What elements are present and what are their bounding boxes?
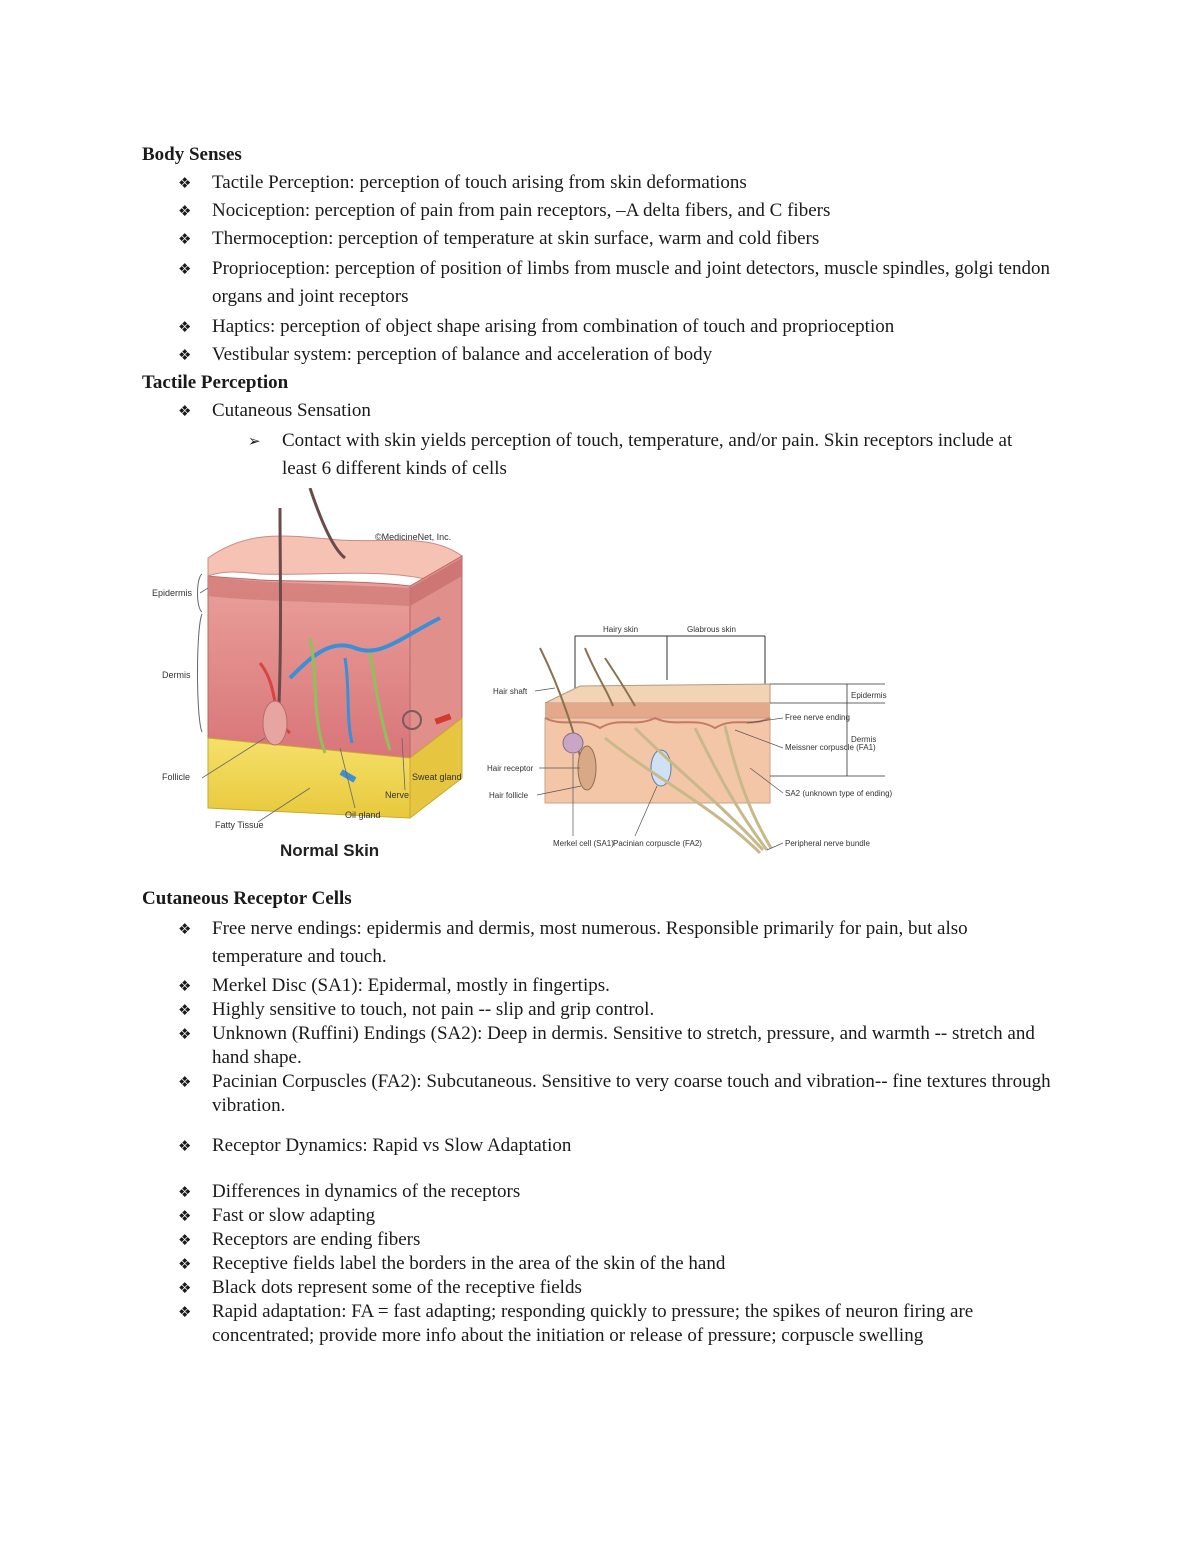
diamond-bullet-icon: ❖: [178, 346, 192, 364]
normal-skin-diagram: [140, 488, 480, 868]
sweat-gland-label: Sweat gland: [412, 772, 462, 782]
receptor-cells-list-b: [0, 974, 1062, 1118]
list-item: ❖ Cutaneous Sensation: [178, 400, 371, 421]
meissner-label: Meissner corpuscle (FA1): [785, 743, 876, 752]
list-item: ❖ Differences in dynamics of the receptors: [178, 1181, 521, 1202]
list-item: ❖ Merkel Disc (SA1): Epidermal, mostly in fingertips.: [178, 975, 610, 996]
heading-cutaneous-receptor-cells: Cutaneous Receptor Cells: [142, 888, 352, 909]
heading-tactile-perception: Tactile Perception: [142, 372, 289, 393]
receptor-details-list: [0, 1180, 1062, 1348]
sa2-label: SA2 (unknown type of ending): [785, 789, 893, 798]
list-item: ❖ Tactile Perception: perception of touch arising from skin deformations: [178, 172, 747, 193]
list-item: ❖ Vestibular system: perception of balance and acceleration of body: [178, 344, 713, 365]
hair-receptor-label: Hair receptor: [487, 764, 534, 773]
dermis-right-label: Dermis: [851, 735, 877, 744]
hair-follicle-label: Hair follicle: [489, 791, 529, 800]
diamond-bullet-icon: ❖: [178, 260, 192, 278]
list-item: ❖ Unknown (Ruffini) Endings (SA2): Deep in dermis. Sensitive to stretch, pressure, and warmth -- stretch and hand shape.: [178, 1023, 1035, 1068]
diamond-bullet-icon: ❖: [178, 318, 192, 336]
pacinian-label: Pacinian corpuscle (FA2): [613, 839, 702, 848]
free-nerve-label: Free nerve ending: [785, 713, 850, 722]
list-item: ❖ Receptive fields label the borders in the area of the skin of the hand: [178, 1253, 726, 1274]
diamond-bullet-icon: ❖: [178, 1255, 192, 1273]
diamond-bullet-icon: ❖: [178, 1279, 192, 1297]
list-item: ❖ Black dots represent some of the receptive fields: [178, 1277, 582, 1298]
list-item: ❖ Receptor Dynamics: Rapid vs Slow Adaptation: [178, 1135, 572, 1156]
diamond-bullet-icon: ❖: [178, 1231, 192, 1249]
arrow-bullet-icon: ➢: [248, 432, 261, 450]
hairy-skin-label: Hairy skin: [603, 625, 639, 634]
copyright-label: ©MedicineNet, Inc.: [375, 532, 452, 542]
list-item: ❖ Haptics: perception of object shape arising from combination of touch and proprioception: [178, 316, 895, 337]
diamond-bullet-icon: ❖: [178, 1137, 192, 1155]
oil-gland-label: Oil gland: [345, 810, 381, 820]
list-item: ❖ Free nerve endings: epidermis and dermis, most numerous. Responsible primarily for pain, but also temperature and touch.: [0, 915, 1062, 971]
list-item: ❖ Thermoception: perception of temperature at skin surface, warm and cold fibers: [178, 228, 820, 249]
follicle-label: Follicle: [162, 772, 191, 782]
epidermis-label: Epidermis: [152, 588, 193, 598]
epidermis-right-label: Epidermis: [851, 691, 887, 700]
figure-caption: Normal Skin: [280, 841, 380, 860]
diamond-bullet-icon: ❖: [178, 920, 192, 938]
glabrous-skin-label: Glabrous skin: [687, 625, 736, 634]
list-item: ❖ Pacinian Corpuscles (FA2): Subcutaneous. Sensitive to very coarse touch and vibration-- fine textures through vibration.: [178, 1071, 1051, 1116]
diamond-bullet-icon: ❖: [178, 230, 192, 248]
receptor-cells-list-a: [0, 915, 1062, 971]
sub-list-item: ➢ Contact with skin yields perception of touch, temperature, and/or pain. Skin receptors include at least 6 different kinds of cells: [0, 427, 1042, 483]
list-item: ❖ Fast or slow adapting: [178, 1205, 376, 1226]
diamond-bullet-icon: ❖: [178, 1207, 192, 1225]
nerve-label: Nerve: [385, 790, 410, 800]
dermis-label: Dermis: [162, 670, 191, 680]
peripheral-nerve-label: Peripheral nerve bundle: [785, 839, 870, 848]
body-senses-list: [0, 171, 1062, 367]
heading-body-senses: Body Senses: [142, 144, 242, 165]
diamond-bullet-icon: ❖: [178, 1303, 192, 1321]
diamond-bullet-icon: ❖: [178, 1001, 192, 1019]
diamond-bullet-icon: ❖: [178, 174, 192, 192]
fatty-tissue-label: Fatty Tissue: [215, 820, 264, 830]
list-item: ❖ Nociception: perception of pain from pain receptors, –A delta fibers, and C fibers: [178, 200, 831, 221]
diamond-bullet-icon: ❖: [178, 402, 192, 420]
diamond-bullet-icon: ❖: [178, 1025, 192, 1043]
skin-receptors-diagram: [485, 618, 895, 870]
list-item: ❖ Receptors are ending fibers: [178, 1229, 421, 1250]
diamond-bullet-icon: ❖: [178, 202, 192, 220]
diamond-bullet-icon: ❖: [178, 977, 192, 995]
receptor-dynamics-list: [0, 1134, 1062, 1158]
tactile-list: [0, 399, 1062, 483]
merkel-label: Merkel cell (SA1): [553, 839, 614, 848]
hair-shaft-label: Hair shaft: [493, 687, 528, 696]
diamond-bullet-icon: ❖: [178, 1183, 192, 1201]
diamond-bullet-icon: ❖: [178, 1073, 192, 1091]
list-item: ❖ Proprioception: perception of position of limbs from muscle and joint detectors, muscle spindles, golgi tendon organs and joint receptors: [0, 255, 1062, 311]
list-item: ❖ Rapid adaptation: FA = fast adapting; responding quickly to pressure; the spikes of neuron firing are concentrated; provide more info about the initiation or release of pressure; corpuscle swelling: [178, 1301, 974, 1346]
list-item: ❖ Highly sensitive to touch, not pain -- slip and grip control.: [178, 999, 655, 1020]
